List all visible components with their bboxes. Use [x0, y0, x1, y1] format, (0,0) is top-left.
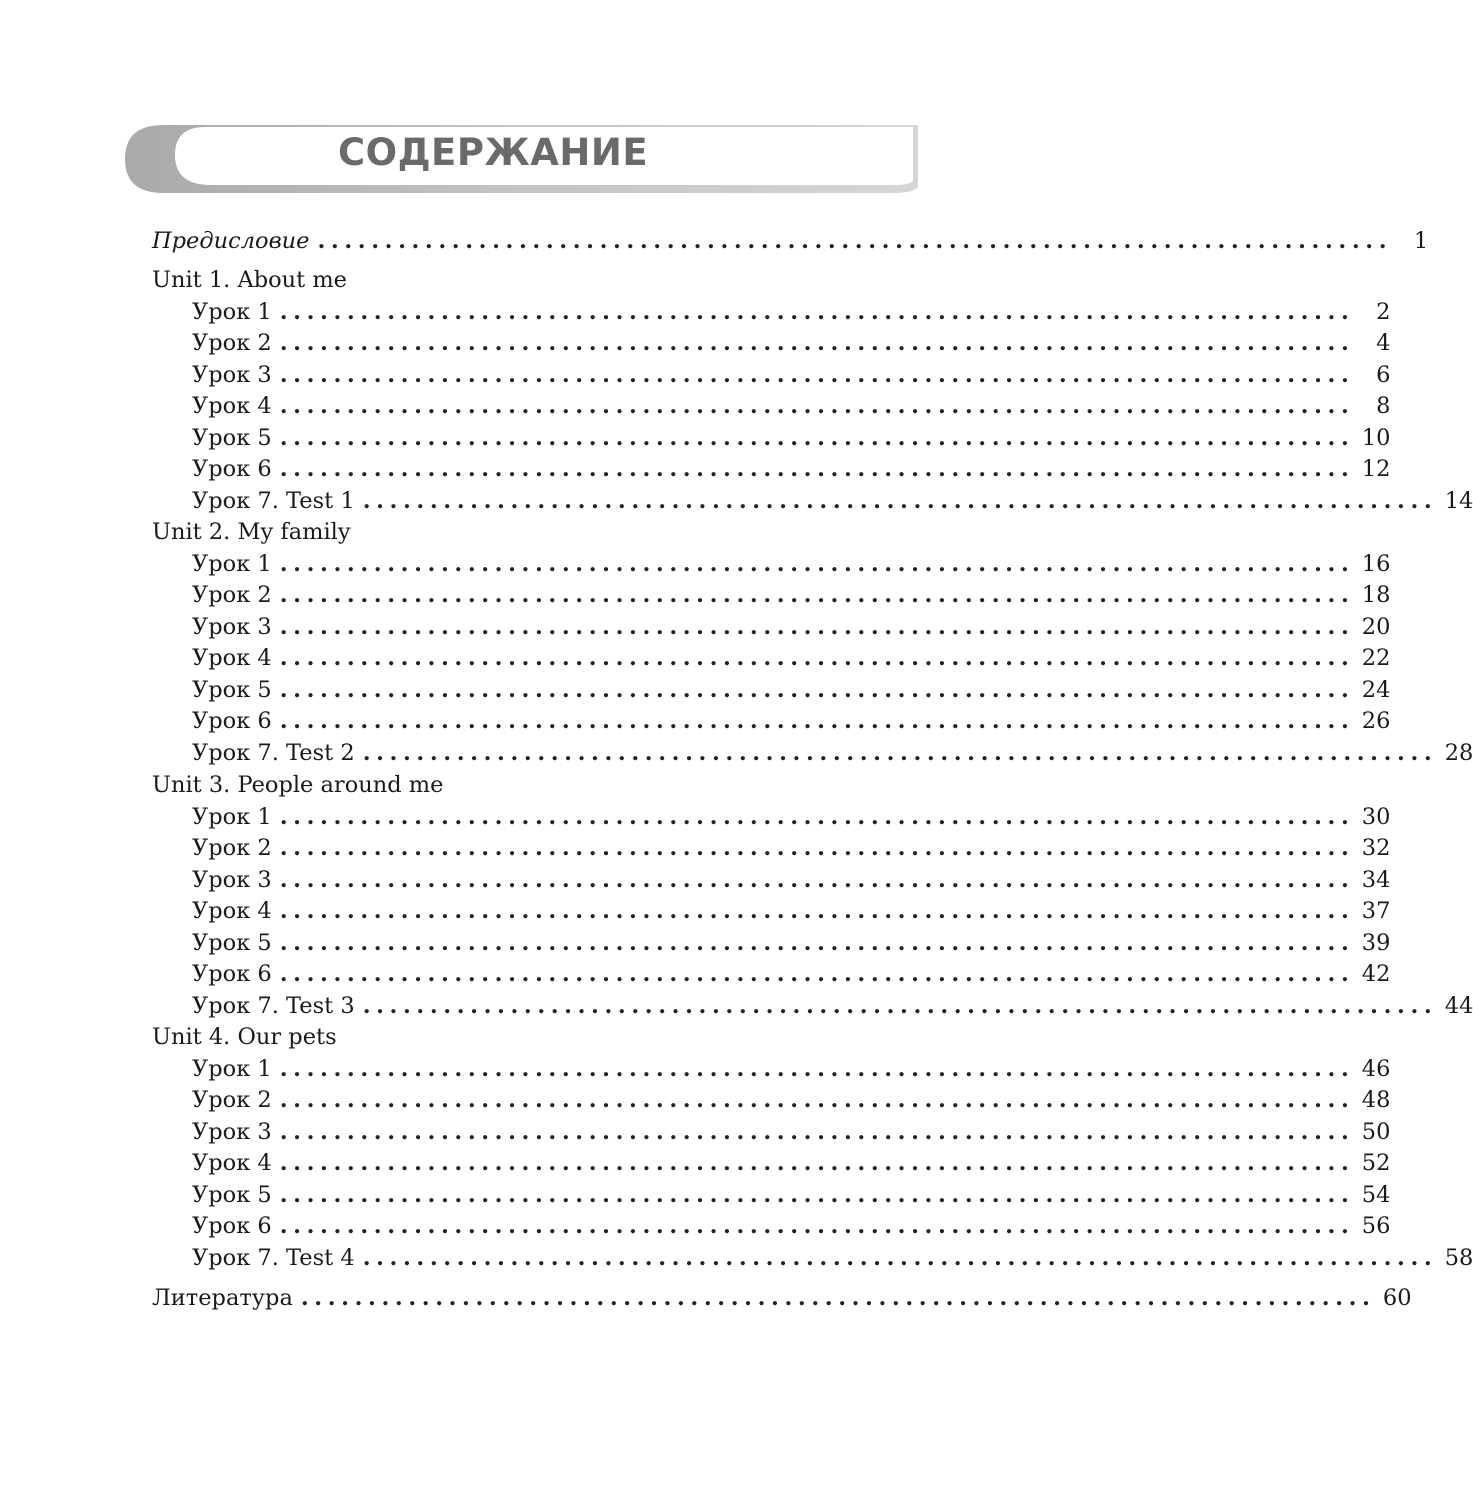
dot-leader: ................................................................................	[279, 298, 1355, 325]
dot-leader: ................................................................................	[279, 393, 1355, 419]
dot-leader: ................................................................................	[279, 550, 1355, 577]
page-number: 22	[1361, 645, 1391, 671]
entry-label: Урок 3	[192, 866, 272, 893]
dot-leader: ................................................................................	[362, 992, 1438, 1019]
entry-label: Урок 6	[192, 961, 272, 987]
page-number: 52	[1361, 1150, 1391, 1176]
dot-leader: ................................................................................	[279, 1055, 1355, 1082]
dot-leader: ................................................................................	[279, 929, 1355, 956]
dot-leader: ................................................................................	[279, 1181, 1355, 1208]
page-number: 1	[1413, 228, 1429, 254]
toc-entry-lesson[interactable]	[192, 643, 1391, 673]
page-number: 2	[1376, 298, 1391, 325]
dot-leader: ................................................................................	[279, 361, 1355, 388]
entry-label: Урок 4	[192, 1150, 272, 1176]
toc-entry-lesson[interactable]	[192, 675, 1391, 705]
page-number: 37	[1361, 898, 1391, 924]
page-title: СОДЕРЖАНИЕ	[338, 131, 649, 174]
toc-entry-preface[interactable]	[152, 226, 1429, 256]
toc-entry-lesson[interactable]	[192, 1054, 1391, 1084]
entry-label: Урок 5	[192, 1181, 272, 1208]
page-number: 10	[1361, 424, 1391, 451]
dot-leader: ................................................................................	[300, 1285, 1376, 1311]
dot-leader: ................................................................................	[279, 613, 1355, 640]
dot-leader: ................................................................................	[279, 330, 1355, 356]
entry-label: Урок 2	[192, 835, 272, 861]
dot-leader: ................................................................................	[279, 456, 1355, 482]
toc-entry-lesson[interactable]	[192, 928, 1391, 958]
entry-label: Урок 7. Test 2	[192, 739, 355, 766]
entry-label: Урок 4	[192, 645, 272, 671]
entry-label: Урок 4	[192, 393, 272, 419]
unit-heading[interactable]: Unit 2. My family	[152, 519, 351, 545]
toc-entry-lesson[interactable]	[192, 738, 1473, 768]
page-number: 60	[1382, 1285, 1412, 1311]
dot-leader: ................................................................................	[279, 866, 1355, 893]
toc-entry-lesson[interactable]	[192, 896, 1391, 926]
dot-leader: ................................................................................	[317, 228, 1393, 254]
toc-entry-lesson[interactable]	[192, 328, 1391, 358]
toc-entry-lesson[interactable]	[192, 423, 1391, 453]
toc-entry-lesson[interactable]	[192, 454, 1391, 484]
page-number: 56	[1361, 1213, 1391, 1239]
dot-leader: ................................................................................	[279, 582, 1355, 608]
page-number: 39	[1361, 929, 1391, 956]
entry-label: Урок 7. Test 1	[192, 487, 355, 514]
toc-entry-lesson[interactable]	[192, 833, 1391, 863]
dot-leader: ................................................................................	[279, 708, 1355, 734]
page-number: 20	[1361, 613, 1391, 640]
entry-label: Урок 6	[192, 708, 272, 734]
page-number: 12	[1361, 456, 1391, 482]
toc-entry-lesson[interactable]	[192, 549, 1391, 579]
page-number: 6	[1376, 361, 1391, 388]
page-number: 48	[1361, 1087, 1391, 1113]
dot-leader: ................................................................................	[279, 676, 1355, 703]
toc-entry-lesson[interactable]	[192, 1148, 1391, 1178]
toc-entry-lesson[interactable]	[192, 959, 1391, 989]
toc-entry-lesson[interactable]	[192, 991, 1473, 1021]
toc-entry-lesson[interactable]	[192, 1085, 1391, 1115]
page-number: 44	[1444, 992, 1473, 1019]
unit-heading[interactable]: Unit 1. About me	[152, 267, 347, 293]
page-number: 4	[1376, 330, 1391, 356]
entry-label: Урок 7. Test 3	[192, 992, 355, 1019]
entry-label: Урок 6	[192, 456, 272, 482]
entry-label: Предисловие	[152, 228, 310, 254]
toc-entry-lesson[interactable]	[192, 706, 1391, 736]
toc-entry-lesson[interactable]	[192, 1243, 1473, 1273]
entry-label: Урок 2	[192, 1087, 272, 1113]
dot-leader: ................................................................................	[279, 1118, 1355, 1145]
entry-label: Урок 2	[192, 582, 272, 608]
toc-entry-lesson[interactable]	[192, 865, 1391, 895]
dot-leader: ................................................................................	[279, 1213, 1355, 1239]
toc-entry-lesson[interactable]	[192, 360, 1391, 390]
entry-label: Урок 3	[192, 361, 272, 388]
toc-entry-literature[interactable]	[152, 1283, 1412, 1313]
toc-entry-lesson[interactable]	[192, 1117, 1391, 1147]
entry-label: Урок 3	[192, 1118, 272, 1145]
page-number: 28	[1444, 739, 1473, 766]
entry-label: Урок 1	[192, 298, 272, 325]
page-number: 24	[1361, 676, 1391, 703]
page-number: 26	[1361, 708, 1391, 734]
page-number: 30	[1361, 803, 1391, 830]
unit-heading[interactable]: Unit 3. People around me	[152, 772, 444, 798]
entry-label: Урок 1	[192, 803, 272, 830]
page-number: 50	[1361, 1118, 1391, 1145]
entry-label: Литература	[152, 1285, 293, 1311]
toc-entry-lesson[interactable]	[192, 1211, 1391, 1241]
entry-label: Урок 5	[192, 929, 272, 956]
entry-label: Урок 1	[192, 550, 272, 577]
dot-leader: ................................................................................	[279, 898, 1355, 924]
toc-entry-lesson[interactable]	[192, 297, 1391, 327]
dot-leader: ................................................................................	[279, 424, 1355, 451]
entry-label: Урок 2	[192, 330, 272, 356]
toc-entry-lesson[interactable]	[192, 802, 1391, 832]
dot-leader: ................................................................................	[279, 961, 1355, 987]
dot-leader: ................................................................................	[279, 803, 1355, 830]
toc-entry-lesson[interactable]	[192, 486, 1473, 516]
page-number: 34	[1361, 866, 1391, 893]
page-number: 8	[1376, 393, 1391, 419]
page-number: 14	[1444, 487, 1473, 514]
unit-heading[interactable]: Unit 4. Our pets	[152, 1024, 337, 1050]
page-number: 42	[1361, 961, 1391, 987]
dot-leader: ................................................................................	[362, 487, 1438, 514]
page-number: 46	[1361, 1055, 1391, 1082]
toc-entry-lesson[interactable]	[192, 612, 1391, 642]
entry-label: Урок 4	[192, 898, 272, 924]
entry-label: Урок 1	[192, 1055, 272, 1082]
entry-label: Урок 5	[192, 676, 272, 703]
dot-leader: ................................................................................	[362, 739, 1438, 766]
page-number: 54	[1361, 1181, 1391, 1208]
toc-entry-lesson[interactable]	[192, 1180, 1391, 1210]
entry-label: Урок 3	[192, 613, 272, 640]
toc-entry-lesson[interactable]	[192, 580, 1391, 610]
dot-leader: ................................................................................	[279, 835, 1355, 861]
dot-leader: ................................................................................	[279, 1087, 1355, 1113]
entry-label: Урок 7. Test 4	[192, 1244, 355, 1271]
dot-leader: ................................................................................	[279, 1150, 1355, 1176]
toc-entry-lesson[interactable]	[192, 391, 1391, 421]
dot-leader: ................................................................................	[279, 645, 1355, 671]
page-number: 16	[1361, 550, 1391, 577]
page-number: 18	[1361, 582, 1391, 608]
dot-leader: ................................................................................	[362, 1244, 1438, 1271]
page-number: 32	[1361, 835, 1391, 861]
entry-label: Урок 5	[192, 424, 272, 451]
page-number: 58	[1444, 1244, 1473, 1271]
entry-label: Урок 6	[192, 1213, 272, 1239]
